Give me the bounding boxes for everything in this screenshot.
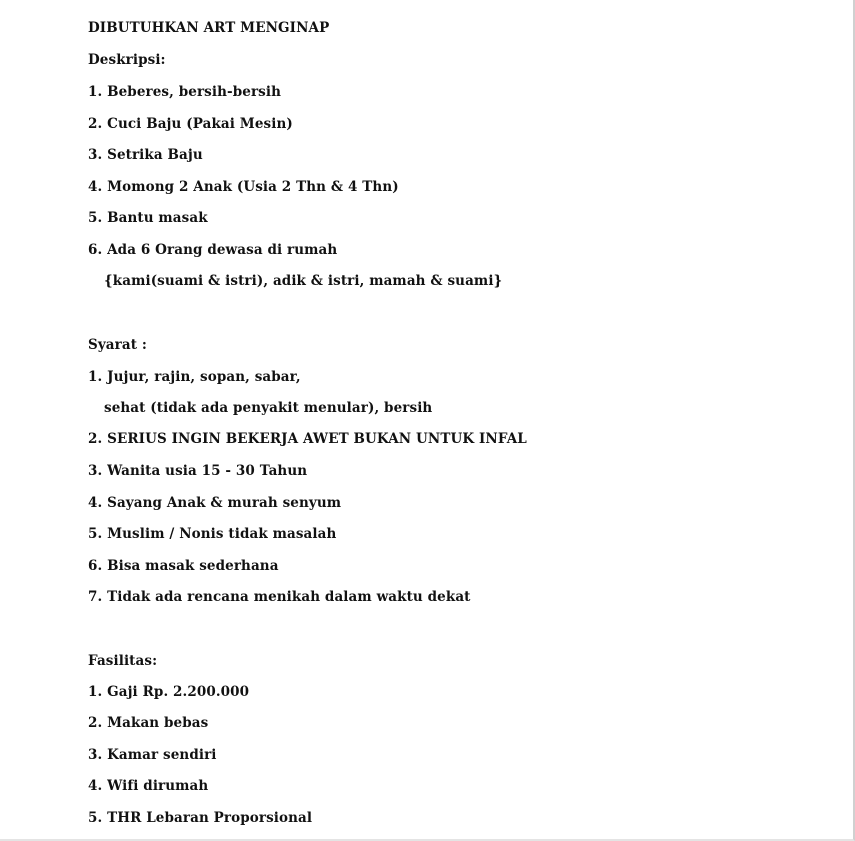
deskripsi-item: 4. Momong 2 Anak (Usia 2 Thn & 4 Thn): [88, 179, 399, 195]
deskripsi-item: 3. Setrika Baju: [88, 147, 203, 163]
deskripsi-item: 2. Cuci Baju (Pakai Mesin): [88, 116, 293, 132]
syarat-item: 7. Tidak ada rencana menikah dalam waktu dekat: [88, 589, 471, 605]
deskripsi-item: 1. Beberes, bersih-bersih: [88, 84, 281, 100]
deskripsi-heading: Deskripsi:: [88, 52, 166, 68]
syarat-item: 5. Muslim / Nonis tidak masalah: [88, 526, 337, 542]
fasilitas-item: 3. Kamar sendiri: [88, 747, 217, 763]
fasilitas-item: 2. Makan bebas: [88, 715, 209, 731]
syarat-item: 6. Bisa masak sederhana: [88, 558, 279, 574]
syarat-item: 3. Wanita usia 15 - 30 Tahun: [88, 463, 308, 479]
syarat-heading: Syarat :: [88, 337, 147, 353]
fasilitas-heading: Fasilitas:: [88, 653, 158, 669]
syarat-item-continuation: sehat (tidak ada penyakit menular), bersih: [104, 400, 433, 416]
fasilitas-item: 5. THR Lebaran Proporsional: [88, 810, 313, 826]
syarat-item: 2. SERIUS INGIN BEKERJA AWET BUKAN UNTUK INFAL: [88, 431, 527, 447]
syarat-item: 1. Jujur, rajin, sopan, sabar,: [88, 369, 301, 385]
deskripsi-item: 5. Bantu masak: [88, 210, 208, 226]
syarat-item: 4. Sayang Anak & murah senyum: [88, 495, 342, 511]
fasilitas-item: 4. Wifi dirumah: [88, 778, 209, 794]
fasilitas-item: 1. Gaji Rp. 2.200.000: [88, 684, 250, 700]
deskripsi-note: {kami(suami & istri), adik & istri, mamah & suami}: [104, 273, 503, 289]
deskripsi-item: 6. Ada 6 Orang dewasa di rumah: [88, 242, 338, 258]
document-title: DIBUTUHKAN ART MENGINAP: [88, 20, 330, 36]
